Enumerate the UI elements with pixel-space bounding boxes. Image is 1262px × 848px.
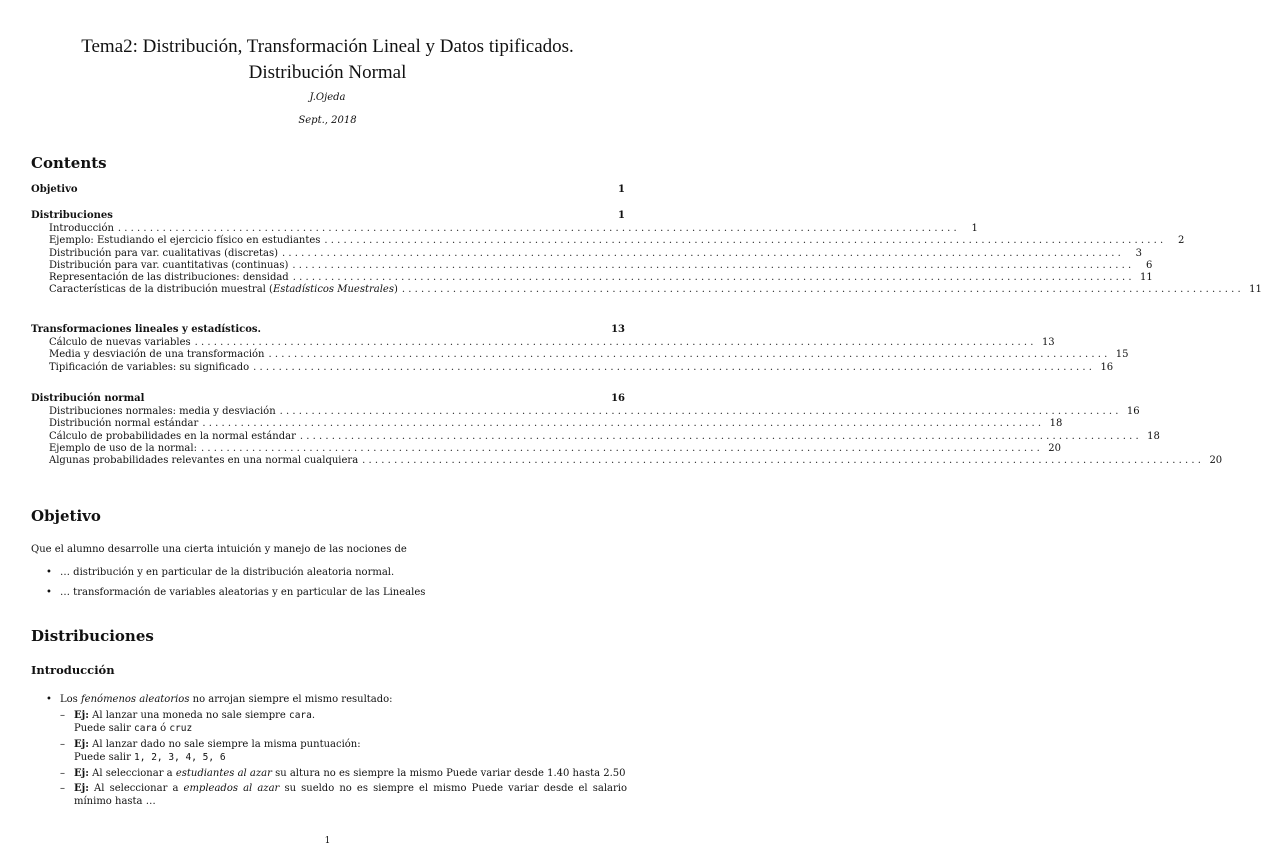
toc-distribuciones bbox=[31, 209, 1262, 297]
document-title bbox=[20, 34, 635, 86]
toc-section-title[interactable]: Transformaciones lineales y estadísticos. bbox=[31, 324, 262, 335]
title-line-1: Tema2: Distribución, Transformación Lineal y Datos tipificados. bbox=[81, 36, 574, 57]
toc-item[interactable]: Tipificación de variables: su significado .................................................................................................................................... 16 bbox=[49, 361, 1114, 373]
toc-item[interactable]: Ejemplo de uso de la normal: .................................................................................................................................... 20 bbox=[49, 442, 1061, 454]
example-2: – Ej: Al lanzar dado no sale siempre la misma puntuación: Puede salir 1, 2, 3, 4, 5, 6 bbox=[60, 739, 361, 763]
toc-item[interactable]: Cálculo de probabilidades en la normal estándar .................................................................................................................................... 18 bbox=[49, 430, 1160, 442]
subsection-heading-introduccion: Introducción bbox=[31, 663, 115, 677]
toc-section-page: 1 bbox=[618, 184, 625, 195]
date: Sept., 2018 bbox=[298, 115, 357, 126]
toc-item[interactable]: Ejemplo: Estudiando el ejercicio físico en estudiantes .................................................................................................................................... 2 bbox=[49, 235, 1185, 247]
contents-heading: Contents bbox=[31, 154, 107, 172]
objetivo-bullet: • … transformación de variables aleatorias y en particular de las Lineales bbox=[46, 587, 426, 598]
toc-item[interactable]: Representación de las distribuciones: densidad .................................................................................................................................... 11 bbox=[49, 272, 1153, 284]
toc-section-page: 13 bbox=[611, 324, 625, 335]
toc-item[interactable]: Introducción .................................................................................................................................... 1 bbox=[49, 223, 978, 234]
example-3: – Ej: Al seleccionar a estudiantes al azar su altura no es siempre la mismo Puede variar desde 1.40 hasta 2.50 bbox=[60, 768, 626, 779]
toc-section-title[interactable]: Distribución normal bbox=[31, 393, 145, 404]
toc-distribucion-normal bbox=[31, 392, 1223, 467]
objetivo-intro: Que el alumno desarrolle una cierta intuición y manejo de las nociones de bbox=[31, 544, 407, 555]
toc-item[interactable]: Cálculo de nuevas variables .................................................................................................................................... 13 bbox=[49, 337, 1055, 348]
toc-item[interactable]: Características de la distribución muestral (Estadísticos Muestrales) .................................................................................................................................... 11 bbox=[49, 284, 1262, 296]
toc-item[interactable]: Media y desviación de una transformación .................................................................................................................................... 15 bbox=[49, 349, 1129, 361]
section-heading-objetivo: Objetivo bbox=[31, 507, 101, 525]
objetivo-bullet: • … distribución y en particular de la distribución aleatoria normal. bbox=[46, 567, 395, 578]
intro-bullet: • Los fenómenos aleatorios no arrojan siempre el mismo resultado: bbox=[46, 694, 393, 705]
toc-section-title[interactable]: Distribuciones bbox=[31, 210, 113, 221]
toc-section-page: 1 bbox=[618, 210, 625, 221]
toc-item[interactable]: Algunas probabilidades relevantes en una normal cualquiera .................................................................................................................................... 20 bbox=[49, 455, 1223, 467]
toc-section-page: 16 bbox=[611, 393, 625, 404]
example-1: – Ej: Al lanzar una moneda no sale siempre cara. Puede salir cara ó cruz bbox=[60, 710, 316, 734]
toc-item[interactable]: Distribución para var. cualitativas (discretas) .................................................................................................................................... 3 bbox=[49, 247, 1143, 259]
toc-transformaciones bbox=[31, 323, 1129, 374]
title-line-2: Distribución Normal bbox=[248, 62, 407, 83]
toc-item[interactable]: Distribución normal estándar .................................................................................................................................... 18 bbox=[49, 418, 1063, 430]
toc-item[interactable]: Distribución para var. cuantitativas (continuas) .................................................................................................................................... 6 bbox=[49, 259, 1153, 271]
author: J.Ojeda bbox=[309, 92, 346, 103]
toc-section-title[interactable]: Objetivo bbox=[31, 184, 78, 195]
toc-item[interactable]: Distribuciones normales: media y desviación .................................................................................................................................... 16 bbox=[49, 406, 1140, 417]
example-4: – Ej: Al seleccionar a empleados al azar su sueldo no es siempre el mismo Puede variar desde el salario mínimo hasta … bbox=[60, 783, 627, 807]
page-number: 1 bbox=[324, 836, 331, 846]
section-heading-distribuciones: Distribuciones bbox=[31, 627, 154, 645]
toc-objetivo[interactable] bbox=[31, 183, 625, 197]
